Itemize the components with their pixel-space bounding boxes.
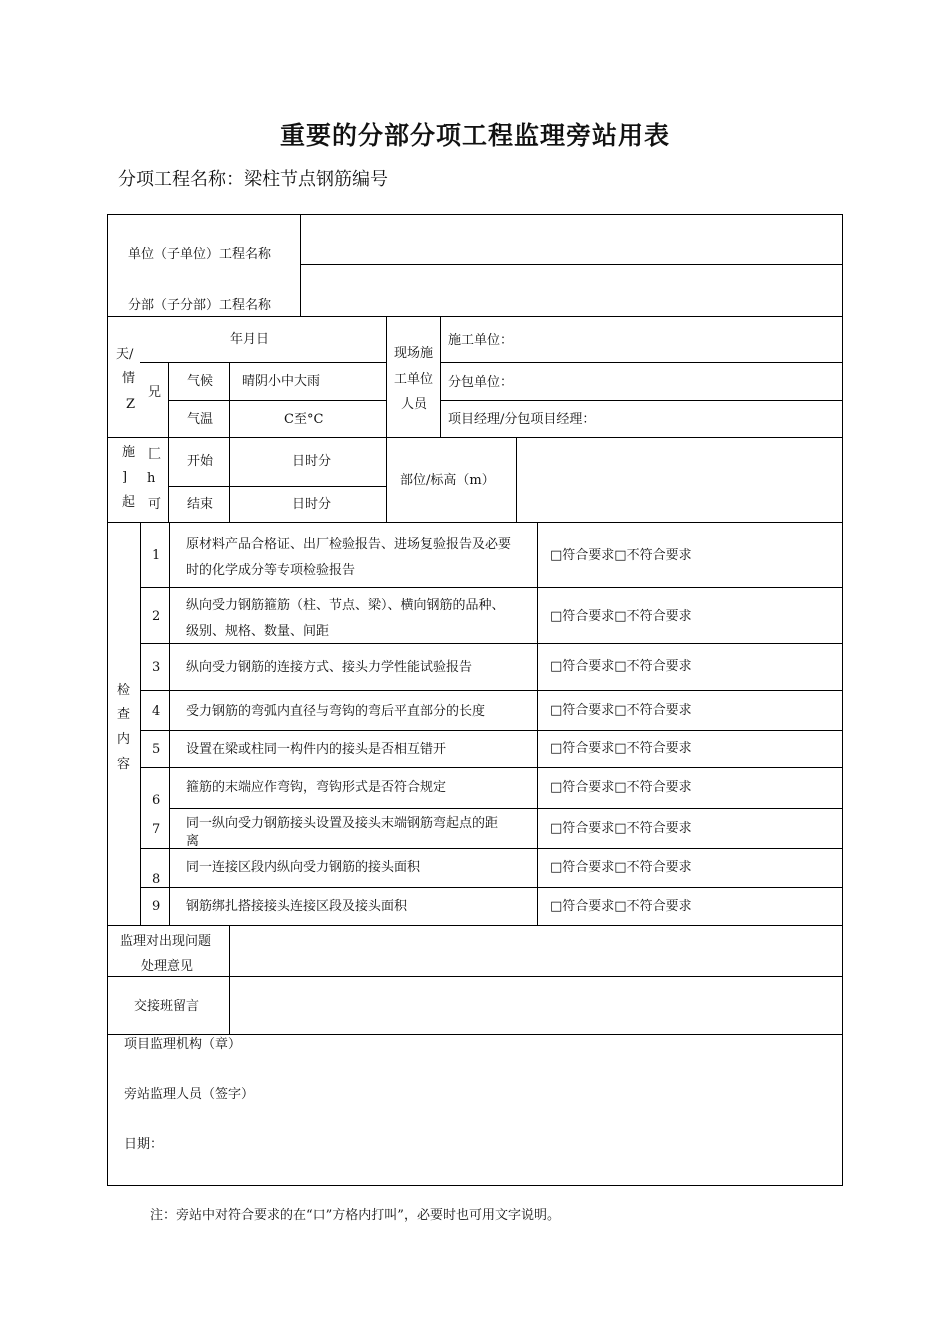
- temp-label: 气温: [187, 412, 214, 427]
- result-checkbox[interactable]: □符合要求□不符合要求: [550, 860, 692, 875]
- position-label: 部位/标高（m）: [400, 473, 495, 488]
- result-checkbox[interactable]: □符合要求□不符合要求: [550, 780, 692, 795]
- result-checkbox[interactable]: □符合要求□不符合要求: [550, 899, 692, 914]
- result-checkbox[interactable]: □符合要求□不符合要求: [550, 609, 692, 624]
- personnel-label-2: 工单位: [394, 372, 434, 387]
- item-number: 7: [152, 822, 161, 837]
- result-checkbox[interactable]: □符合要求□不符合要求: [550, 548, 692, 563]
- handover-label: 交接班留言: [134, 999, 200, 1014]
- item-number: 1: [152, 548, 161, 563]
- org-seal-label: 项目监理机构（章）: [124, 1037, 242, 1052]
- item-number: 3: [152, 660, 161, 675]
- time-side-5: h: [147, 471, 156, 486]
- inspection-label-2: 查: [117, 707, 131, 722]
- item-text: 时的化学成分等专项检验报告: [186, 563, 356, 578]
- climate-value[interactable]: 晴阴小中大雨: [242, 374, 321, 389]
- date-field[interactable]: 日期：: [124, 1137, 164, 1152]
- item-text: 受力钢筋的弯弧内直径与弯钩的弯后平直部分的长度: [186, 704, 486, 719]
- start-value[interactable]: 日时分: [292, 454, 332, 469]
- inspection-label-3: 内: [117, 732, 131, 747]
- handover-field[interactable]: [230, 977, 841, 1033]
- date-label: 年月日: [230, 332, 270, 347]
- unit-project-value-field[interactable]: [301, 215, 841, 263]
- temp-value[interactable]: C至°C: [284, 412, 324, 427]
- item-text: 原材料产品合格证、出厂检验报告、进场复验报告及必要: [186, 537, 512, 552]
- weather-side-4: 兄: [148, 385, 162, 400]
- contractor-field[interactable]: 施工单位：: [448, 333, 514, 348]
- inspection-label-4: 容: [117, 757, 131, 772]
- weather-side-1: 天/: [116, 347, 134, 362]
- item-text: 同一纵向受力钢筋接头设置及接头末端钢筋弯起点的距: [186, 816, 499, 831]
- weather-side-3: Z: [126, 397, 136, 412]
- time-side-3: 起: [122, 495, 136, 510]
- opinion-label-2: 处理意见: [141, 959, 194, 974]
- sub-project-label: 分部（子分部）工程名称: [128, 298, 272, 313]
- item-number: 6: [152, 793, 161, 808]
- unit-project-label: 单位（子单位）工程名称: [128, 247, 272, 262]
- time-side-6: 可: [148, 497, 162, 512]
- signature-label: 旁站监理人员（签字）: [124, 1087, 255, 1102]
- result-checkbox[interactable]: □符合要求□不符合要求: [550, 703, 692, 718]
- opinion-label-1: 监理对出现问题: [120, 934, 212, 949]
- sub-project-value-field[interactable]: [301, 265, 841, 315]
- inspection-label-1: 检: [117, 683, 131, 698]
- item-text: 箍筋的末端应作弯钩，弯钩形式是否符合规定: [186, 780, 447, 795]
- item-text: 纵向受力钢筋箍筋（柱、节点、梁）、横向钢筋的品种、: [186, 598, 505, 613]
- item-text: 级别、规格、数量、间距: [186, 624, 330, 639]
- item-number: 9: [152, 899, 161, 914]
- weather-side-2: 情: [122, 371, 136, 386]
- result-checkbox[interactable]: □符合要求□不符合要求: [550, 659, 692, 674]
- page-title: 重要的分部分项工程监理旁站用表: [279, 121, 670, 150]
- footnote: 注：旁站中对符合要求的在“口”方格内打叫”，必要时也可用文字说明。: [150, 1208, 560, 1223]
- start-label: 开始: [187, 454, 214, 469]
- item-number: 8: [152, 872, 161, 887]
- end-value[interactable]: 日时分: [292, 497, 332, 512]
- item-text: 钢筋绑扎搭接接头连接区段及接头面积: [186, 899, 408, 914]
- time-side-1: 施: [122, 445, 136, 460]
- subcontractor-field[interactable]: 分包单位：: [448, 375, 514, 390]
- time-side-2: ]: [122, 470, 128, 485]
- opinion-field[interactable]: [230, 926, 841, 975]
- item-number: 5: [152, 742, 161, 757]
- page-subtitle: 分项工程名称：梁柱节点钢筋编号: [118, 169, 388, 190]
- position-value-field[interactable]: [517, 438, 841, 521]
- item-text: 设置在梁或柱同一构件内的接头是否相互错开: [186, 742, 447, 757]
- climate-label: 气候: [187, 374, 214, 389]
- item-number: 4: [152, 704, 161, 719]
- time-side-4: 匚: [148, 447, 162, 462]
- result-checkbox[interactable]: □符合要求□不符合要求: [550, 821, 692, 836]
- item-text: 同一连接区段内纵向受力钢筋的接头面积: [186, 860, 421, 875]
- result-checkbox[interactable]: □符合要求□不符合要求: [550, 741, 692, 756]
- end-label: 结束: [187, 497, 214, 512]
- item-number: 2: [152, 609, 161, 624]
- item-text: 纵向受力钢筋的连接方式、接头力学性能试验报告: [186, 660, 473, 675]
- personnel-label-1: 现场施: [394, 346, 434, 361]
- item-text: 离: [186, 834, 200, 849]
- manager-field[interactable]: 项目经理/分包项目经理：: [448, 412, 596, 427]
- personnel-label-3: 人员: [401, 397, 428, 412]
